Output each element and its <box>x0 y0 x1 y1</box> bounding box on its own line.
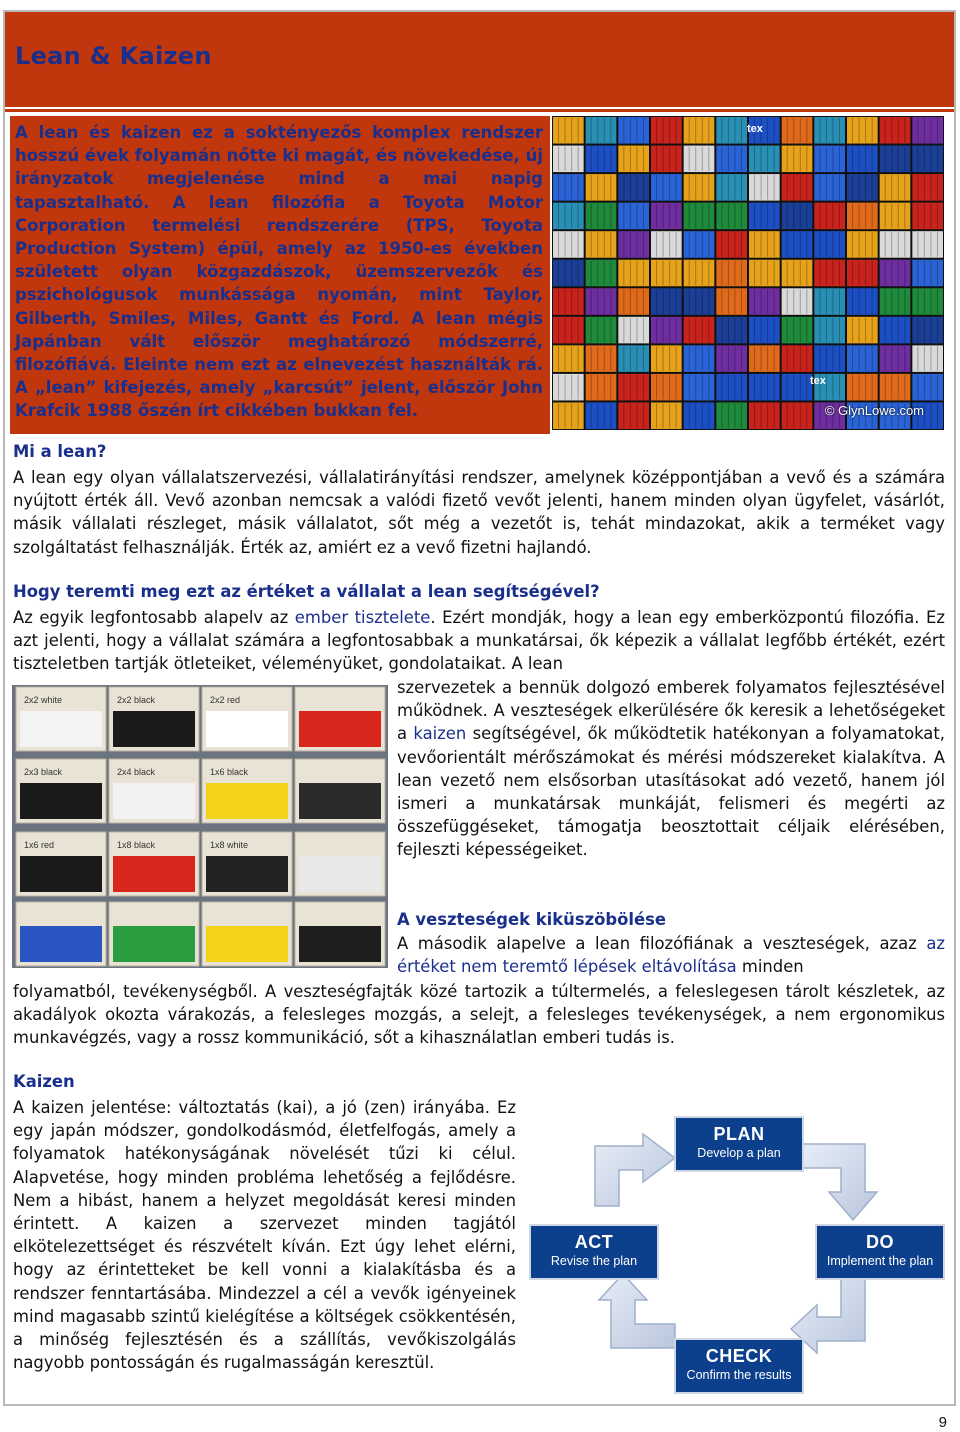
container-block <box>814 317 845 344</box>
container-block <box>782 203 813 230</box>
container-block <box>847 260 878 287</box>
container-block <box>618 402 649 429</box>
pdca-check-box <box>674 1338 804 1394</box>
intro-box <box>10 116 550 434</box>
container-block <box>880 260 911 287</box>
brick-pile <box>299 856 381 892</box>
container-block <box>749 260 780 287</box>
container-block <box>618 174 649 201</box>
container-block <box>618 117 649 144</box>
container-block <box>684 117 715 144</box>
container-block <box>716 402 747 429</box>
container-block <box>586 203 617 230</box>
text-run: segítségével, ők működtetik hatékonyan a folyamatokat, vevőorientált mérőszámokat és mérési módszereket kialakítva. A lean vezető nem elsősorban utasításokat adó vezető, hanem jól ismeri a munkatársak munkáját, felismeri és megérti az összefüggéseket, támogatja beosztottait céljaik elérésében, fejleszti képességeiket. <box>397 724 945 860</box>
container-block <box>586 146 617 173</box>
container-block <box>684 288 715 315</box>
page-number: 9 <box>938 1414 947 1431</box>
pdca-plan-subtitle: Develop a plan <box>697 1146 781 1160</box>
pdca-plan-title: PLAN <box>713 1124 765 1144</box>
container-block <box>880 117 911 144</box>
pdca-plan-box <box>674 1116 804 1172</box>
container-block <box>749 317 780 344</box>
container-block <box>618 288 649 315</box>
container-block <box>912 117 943 144</box>
container-block <box>847 345 878 372</box>
container-block <box>684 174 715 201</box>
container-block <box>749 288 780 315</box>
container-block <box>618 231 649 258</box>
text-run: A második alapelve a lean filozófiának a veszteségek, azaz <box>397 934 917 953</box>
bin-label: 2x2 black <box>117 695 156 705</box>
container-block <box>716 345 747 372</box>
container-block <box>651 146 682 173</box>
container-block <box>651 317 682 344</box>
emphasis-ertek-nem-teremto: az értéket nem teremtő lépések eltávolítása <box>397 934 945 977</box>
container-block <box>716 317 747 344</box>
bins-illustration <box>12 685 388 968</box>
arrow-plan-to-do <box>800 1144 877 1220</box>
container-block <box>684 402 715 429</box>
shipping-containers-photo <box>552 116 944 430</box>
container-block <box>684 260 715 287</box>
bin-label: 1x6 red <box>24 840 55 850</box>
container-block <box>880 231 911 258</box>
pdca-act-box <box>529 1224 659 1280</box>
pdca-do-box <box>815 1224 945 1280</box>
container-block <box>553 288 584 315</box>
container-block <box>716 288 747 315</box>
container-block <box>880 345 911 372</box>
arrow-act-to-plan <box>595 1134 675 1206</box>
container-block <box>782 288 813 315</box>
text-run: szervezetek a bennük dolgozó emberek folyamatos fejlesztésével működnek. A veszteségek elkerülésére ők keresik a lehetőségeket a <box>397 678 945 744</box>
section-text-ertek-part1 <box>13 606 945 676</box>
container-block <box>586 174 617 201</box>
container-block <box>586 402 617 429</box>
container-block <box>651 117 682 144</box>
title-bar <box>5 12 954 107</box>
container-block <box>880 174 911 201</box>
container-block <box>847 174 878 201</box>
container-block <box>782 317 813 344</box>
container-block <box>912 374 943 401</box>
container-block <box>553 260 584 287</box>
container-block <box>782 345 813 372</box>
container-block <box>814 260 845 287</box>
container-block <box>716 203 747 230</box>
container-block <box>749 231 780 258</box>
container-block <box>749 374 780 401</box>
container-block <box>880 317 911 344</box>
section-text-veszteseg-part1 <box>397 932 945 978</box>
container-block <box>814 174 845 201</box>
container-block <box>618 203 649 230</box>
container-block <box>618 146 649 173</box>
pdca-do-title: DO <box>866 1232 894 1252</box>
brick-pile <box>299 783 381 819</box>
container-block <box>651 203 682 230</box>
brick-pile <box>113 926 195 962</box>
container-block <box>749 345 780 372</box>
container-block <box>586 288 617 315</box>
container-block <box>553 231 584 258</box>
container-block <box>880 146 911 173</box>
container-block <box>782 146 813 173</box>
container-block <box>880 374 911 401</box>
container-block <box>782 174 813 201</box>
container-block <box>586 117 617 144</box>
brick-pile <box>206 856 288 892</box>
container-label: tex <box>747 123 763 135</box>
text-run: . Ezért mondják, hogy a lean egy emberközpontú filozófia. Ez azt jelenti, hogy a vállalat számára a legfontosabbak a munkatársai, ők képezik a vállalat legfőbb értékét, ezért tiszteletben tartják ötleteiket, véleményüket, gondolataikat. A lean <box>13 608 945 674</box>
container-block <box>847 203 878 230</box>
section-heading-veszteseg: A veszteségek kiküszöbölése <box>397 910 667 929</box>
section-text-kaizen: A kaizen jelentése: változtatás (kai), a jó (zen) irányába. Ez egy japán módszer, gondolkodásmód, életfelfogás, amely a folyamatok hatékonyságának növelését tűzi ki célul. Alapvetése, hogy minden probléma lehetőség a fejlődésre. Nem a hibást, hanem a helyzet megoldását keresi minden érintett. A kaizen a szervezet minden tagjától elkötelezettséget és részvételt kíván. Ezt úgy lehet elérni, hogy az érintetteket be kell vonni a kialakításba és a rendszer fenntartásába. Mindezzel a cél a vevők igényeinek mind magasabb szintű kielégítése a költségek csökkentésén, a minőség fejlesztésén és a szállítás, vevőkiszolgálás nagyobb pontosságán és rugalmasságán keresztül. <box>13 1098 516 1373</box>
brick-pile <box>20 783 102 819</box>
section-text-veszteseg-part2: folyamatból, tevékenységből. A veszteségfajták közé tartozik a túltermelés, a feleslegesen tárolt készletek, az akadályok okozta várakozás, a felesleges mozgás, a selejt, a felesleges tevékenységek, a nem ergonomikus munkavégzés, vagy a rossz kommunikáció, sőt a kihasználatlan emberi tudás is. <box>13 982 945 1048</box>
container-block <box>814 146 845 173</box>
brick-pile <box>113 711 195 747</box>
container-block <box>814 203 845 230</box>
container-block <box>586 345 617 372</box>
storage-bins-photo <box>12 685 388 968</box>
container-block <box>782 231 813 258</box>
arrow-check-to-act <box>599 1274 675 1348</box>
page-title: Lean & Kaizen <box>15 42 212 70</box>
container-block <box>684 374 715 401</box>
pdca-check-title: CHECK <box>705 1346 773 1366</box>
container-block <box>553 174 584 201</box>
section-heading-kaizen: Kaizen <box>13 1072 75 1091</box>
container-block <box>618 345 649 372</box>
brick-pile <box>206 926 288 962</box>
pdca-act-title: ACT <box>574 1232 614 1252</box>
bin-label: 2x3 black <box>24 767 63 777</box>
container-block <box>553 317 584 344</box>
title-rule <box>5 109 954 112</box>
container-block <box>586 374 617 401</box>
emphasis-ember-tisztelete: ember tisztelete <box>294 608 431 627</box>
container-block <box>814 288 845 315</box>
container-block <box>782 402 813 429</box>
container-block <box>912 174 943 201</box>
container-block <box>618 374 649 401</box>
container-block <box>912 260 943 287</box>
container-block <box>912 203 943 230</box>
container-block <box>782 260 813 287</box>
section-heading-ertek: Hogy teremti meg ezt az értéket a vállalat a lean segítségével? <box>13 582 600 601</box>
container-block <box>749 402 780 429</box>
bin-label: 1x8 black <box>117 840 156 850</box>
container-block <box>716 174 747 201</box>
bin-label: 1x8 white <box>210 840 249 850</box>
container-block <box>553 374 584 401</box>
container-block <box>749 203 780 230</box>
container-block <box>847 146 878 173</box>
containers-illustration <box>552 116 944 430</box>
container-block <box>814 117 845 144</box>
container-block <box>586 260 617 287</box>
container-block <box>586 317 617 344</box>
brick-pile <box>20 711 102 747</box>
container-block <box>912 146 943 173</box>
container-block <box>651 174 682 201</box>
container-block <box>553 345 584 372</box>
container-block <box>553 402 584 429</box>
container-block <box>618 317 649 344</box>
container-block <box>684 146 715 173</box>
container-block <box>618 260 649 287</box>
emphasis-kaizen: kaizen <box>413 724 467 744</box>
container-block <box>684 203 715 230</box>
container-block <box>912 288 943 315</box>
image-credit: © GlynLowe.com <box>824 403 924 418</box>
brick-pile <box>299 926 381 962</box>
container-block <box>782 117 813 144</box>
intro-text: A lean és kaizen ez a soktényezős komplex rendszer hosszú évek folyamán nőtte ki magát, és növekedése, új irányzatok megjelenése mind a mai napig tapasztalható. A lean filozófia a Toyota Motor Corporation termelési rendszerére (TPS, Toyota Production System) épül, amely az 1950-es években született olyan közgazdászok, üzemszervezők és pszichológusok munkássága nyomán, mint Taylor, Gilberth, Smiles, Miles, Gantt és Ford. A lean mégis Japánban vált először meghatározó módszerré, filozófiává. Eleinte nem ezt az elnevezést használták rá. A „lean” kifejezés, amely „karcsút” jelent, először John Krafcik 1988 őszén írt cikkében bukkan fel. <box>15 123 543 421</box>
brick-pile <box>113 856 195 892</box>
container-block <box>651 374 682 401</box>
container-block <box>912 345 943 372</box>
section-text-ertek-part2 <box>397 676 945 862</box>
container-block <box>814 345 845 372</box>
container-block <box>651 345 682 372</box>
container-block <box>716 260 747 287</box>
container-block <box>684 345 715 372</box>
container-block <box>716 374 747 401</box>
container-block <box>847 117 878 144</box>
bin-label: 1x6 black <box>210 767 249 777</box>
container-block <box>847 374 878 401</box>
container-block <box>651 402 682 429</box>
bin-label: 2x2 white <box>24 695 63 705</box>
brick-pile <box>206 783 288 819</box>
bin-label: 2x4 black <box>117 767 156 777</box>
container-label: tex <box>810 375 826 387</box>
bin-label: 2x2 red <box>210 695 241 705</box>
container-block <box>684 317 715 344</box>
brick-pile <box>20 856 102 892</box>
container-block <box>651 260 682 287</box>
container-block <box>553 117 584 144</box>
container-block <box>814 231 845 258</box>
container-block <box>847 317 878 344</box>
brick-pile <box>20 926 102 962</box>
container-block <box>651 231 682 258</box>
container-block <box>684 231 715 258</box>
brick-pile <box>113 783 195 819</box>
text-run: Az egyik legfontosabb alapelv az <box>13 608 295 627</box>
container-block <box>716 231 747 258</box>
section-text-mi-a-lean: A lean egy olyan vállalatszervezési, vállalatirányítási rendszer, amelynek középpontjában a vevő és a számára nyújtott érték áll. Vevő azonban nemcsak a valódi fizető vevőt jelenti, hanem minden olyan ügyfelet, vásárlót, másik vállalati részleget, másik vállalatot, sőt még a vezetőt is, tehát mindazokat, akik a terméket vagy szolgáltatást felhasználják. Érték az, amiért ez a vevő fizetni hajlandó. <box>13 468 945 557</box>
text-run: minden <box>736 957 804 977</box>
brick-pile <box>299 711 381 747</box>
brick-pile <box>206 711 288 747</box>
pdca-cycle-diagram <box>525 1096 949 1398</box>
container-block <box>716 146 747 173</box>
container-block <box>749 174 780 201</box>
container-block <box>716 117 747 144</box>
container-block <box>586 231 617 258</box>
section-heading-mi-a-lean: Mi a lean? <box>13 442 107 461</box>
container-block <box>553 146 584 173</box>
container-block <box>912 317 943 344</box>
pdca-check-subtitle: Confirm the results <box>686 1368 792 1382</box>
container-block <box>749 146 780 173</box>
container-block <box>782 374 813 401</box>
container-block <box>651 288 682 315</box>
container-block <box>553 203 584 230</box>
container-block <box>847 231 878 258</box>
container-block <box>847 288 878 315</box>
pdca-act-subtitle: Revise the plan <box>550 1254 638 1268</box>
container-block <box>880 288 911 315</box>
container-block <box>912 231 943 258</box>
pdca-do-subtitle: Implement the plan <box>826 1254 934 1268</box>
container-block <box>880 203 911 230</box>
